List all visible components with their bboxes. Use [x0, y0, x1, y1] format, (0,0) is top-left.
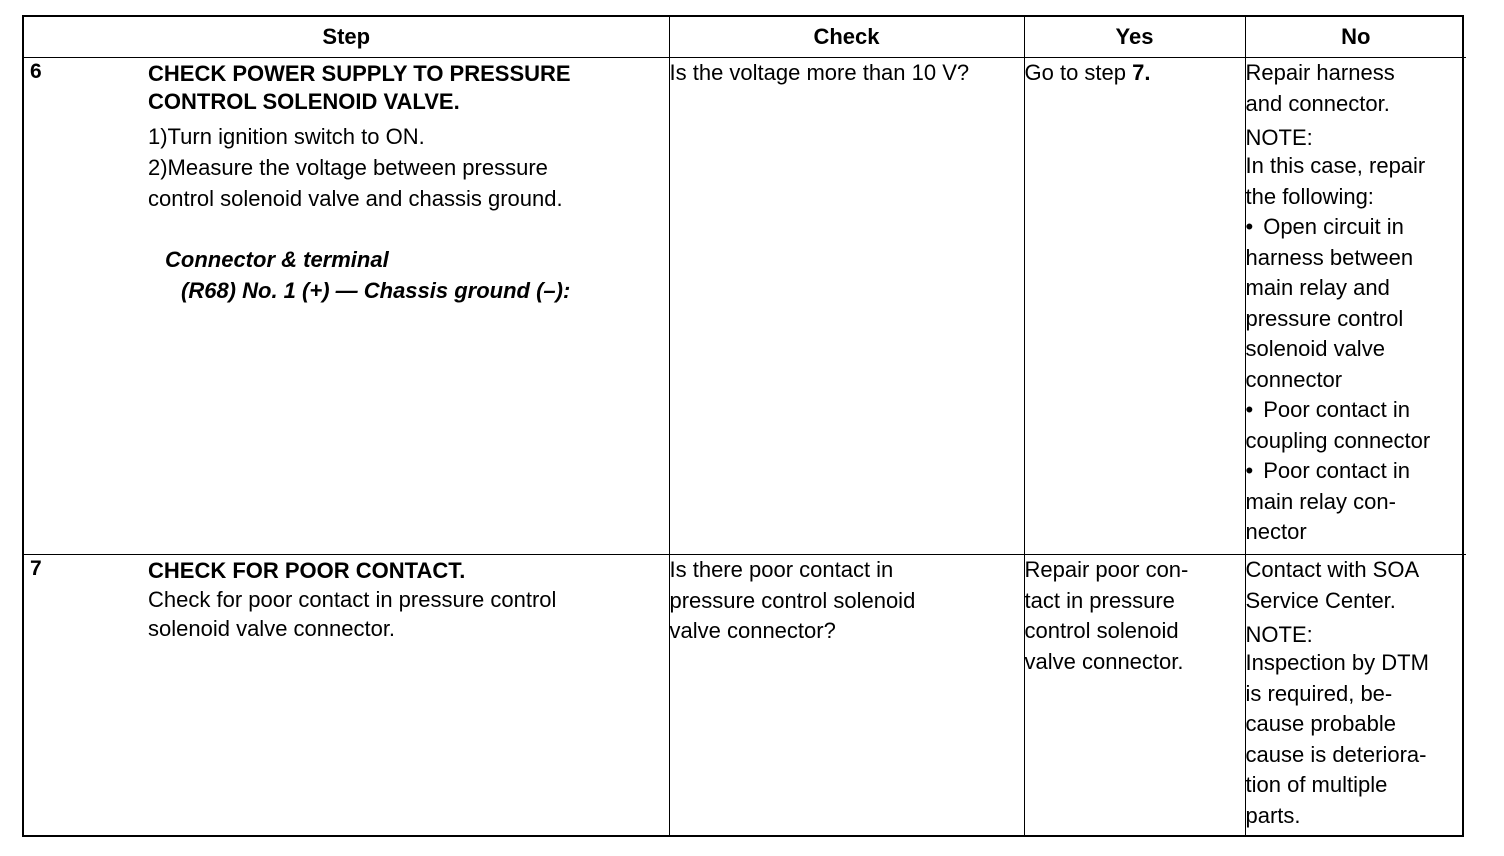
no-action-line: Service Center. — [1245, 587, 1396, 613]
header-check: Check — [669, 17, 1024, 58]
yes-step-link: 7. — [1132, 60, 1151, 85]
no-cell — [1245, 555, 1466, 836]
bullet-line: coupling connector — [1245, 427, 1431, 453]
instruction-line: control solenoid valve and chassis ground. — [148, 186, 563, 211]
bullet-icon: • — [1245, 458, 1254, 483]
step-cell — [24, 58, 669, 555]
instruction-line: Check for poor contact in pressure control — [148, 587, 557, 612]
bullet-icon: • — [1245, 214, 1254, 239]
no-action-line: Contact with SOA — [1245, 557, 1420, 582]
note-body — [1246, 648, 1467, 831]
note-label: NOTE: — [1245, 125, 1313, 150]
yes-line: control solenoid — [1024, 618, 1179, 643]
step-number: 7 — [30, 557, 42, 580]
connector-terminal-heading: Connector & terminal — [165, 247, 389, 272]
check-line: pressure control solenoid — [669, 587, 916, 613]
diagnostic-table — [24, 17, 1466, 835]
check-line: valve connector? — [669, 618, 836, 643]
step-title-line: CHECK POWER SUPPLY TO PRESSURE — [148, 61, 571, 86]
bullet-line: main relay con- — [1245, 488, 1396, 514]
header-no: No — [1245, 17, 1466, 58]
note-line: tion of multiple — [1245, 772, 1388, 797]
header-step: Step — [24, 17, 669, 58]
step-title-line: CONTROL SOLENOID VALVE. — [148, 89, 460, 114]
bullet-line: main relay and — [1245, 275, 1390, 300]
step-cell — [24, 555, 669, 836]
bullet-line: Poor contact in — [1263, 397, 1410, 422]
instruction-line: solenoid valve connector. — [148, 616, 396, 641]
bullet-item — [1246, 212, 1467, 395]
note-line: In this case, repair — [1245, 153, 1426, 178]
step-number: 6 — [30, 60, 42, 83]
table-row — [24, 555, 1466, 836]
no-cell — [1245, 58, 1466, 555]
check-line: Is there poor contact in — [669, 557, 894, 582]
note-line: is required, be- — [1245, 680, 1393, 706]
no-action-line: and connector. — [1245, 90, 1390, 116]
step-body — [148, 555, 657, 643]
no-action-line: Repair harness — [1245, 60, 1395, 85]
table-header-row — [24, 17, 1466, 58]
check-cell — [669, 58, 1024, 555]
step-title — [148, 60, 657, 116]
bullet-line: Open circuit in — [1263, 214, 1404, 239]
bullet-icon: • — [1245, 397, 1254, 422]
yes-action-prefix: Go to step — [1024, 60, 1133, 85]
connector-terminal-value: (R68) No. 1 (+) — Chassis ground (–): — [181, 278, 571, 303]
header-yes: Yes — [1024, 17, 1245, 58]
diagnostic-table-frame — [22, 15, 1464, 837]
step-title: CHECK FOR POOR CONTACT. — [148, 558, 466, 583]
step-instructions — [148, 121, 657, 214]
yes-cell — [1024, 58, 1245, 555]
note-line: cause is deteriora- — [1245, 741, 1427, 767]
note-label: NOTE: — [1245, 622, 1313, 647]
yes-line: Repair poor con- — [1024, 557, 1189, 582]
bullet-line: pressure control — [1245, 305, 1404, 331]
check-question: Is the voltage more than 10 V? — [669, 60, 970, 85]
step-instructions — [148, 585, 657, 643]
bullet-line: nector — [1245, 519, 1307, 544]
yes-line: tact in pressure — [1024, 587, 1175, 613]
table-row — [24, 58, 1466, 555]
note-line: parts. — [1245, 802, 1301, 828]
bullet-item — [1246, 395, 1467, 456]
bullet-line: solenoid valve — [1245, 336, 1385, 361]
yes-cell — [1024, 555, 1245, 836]
bullet-line: connector — [1245, 366, 1343, 392]
bullet-item — [1246, 456, 1467, 548]
yes-line: valve connector. — [1024, 648, 1184, 674]
check-cell — [669, 555, 1024, 836]
note-line: the following: — [1245, 183, 1374, 209]
instruction-line: 2)Measure the voltage between pressure — [148, 155, 548, 180]
instruction-line: 1)Turn ignition switch to ON. — [148, 124, 425, 149]
note-line: Inspection by DTM — [1245, 650, 1429, 675]
note-line: cause probable — [1245, 711, 1396, 736]
bullet-line: harness between — [1245, 244, 1414, 270]
step-body — [148, 58, 657, 306]
bullet-line: Poor contact in — [1263, 458, 1410, 483]
